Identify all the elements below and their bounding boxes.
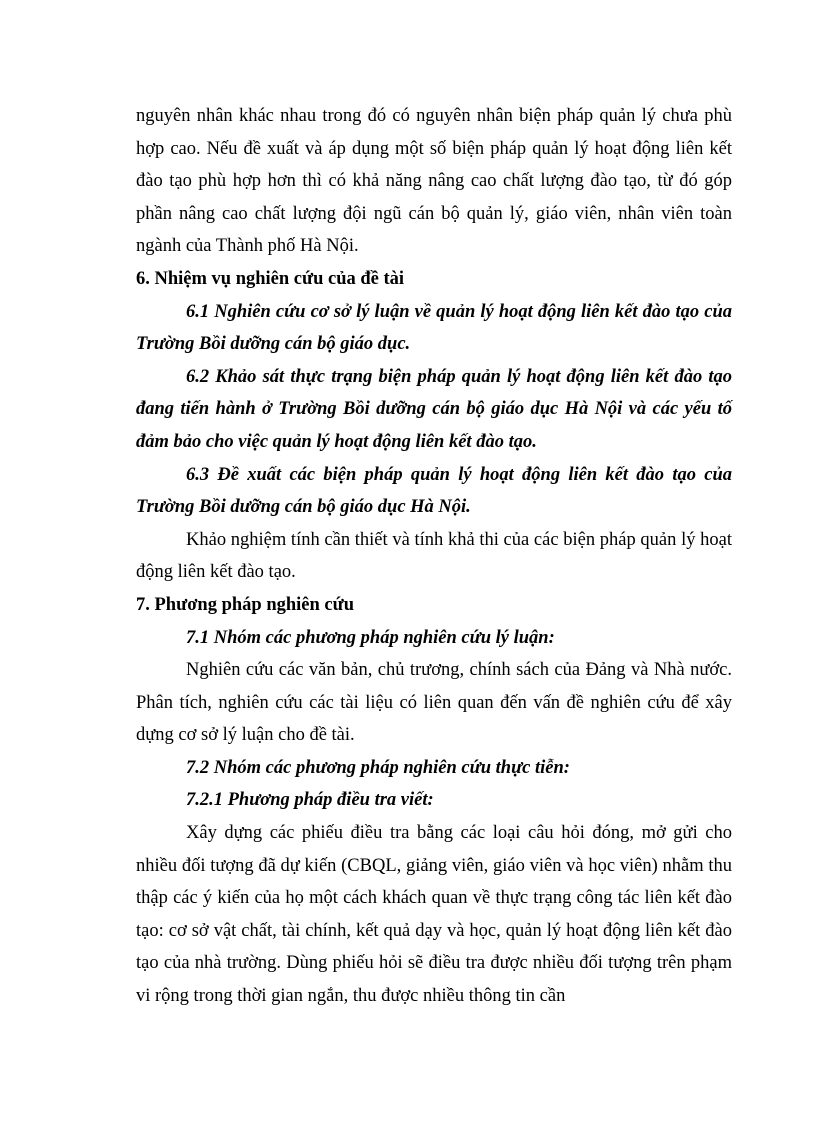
task-6-1: 6.1 Nghiên cứu cơ sở lý luận về quản lý hoạt động liên kết đào tạo của Trường Bồi dưỡng cán bộ giáo dục. [136, 301, 732, 355]
page-content [136, 100, 732, 1013]
subheading-7-2: 7.2 Nhóm các phương pháp nghiên cứu thực tiễn: [186, 757, 570, 778]
subheading-7-2-1: 7.2.1 Phương pháp điều tra viết: [186, 790, 434, 811]
subheading-7-1: 7.1 Nhóm các phương pháp nghiên cứu lý luận: [186, 627, 555, 648]
heading-section-7: 7. Phương pháp nghiên cứu [136, 594, 355, 615]
paragraph-theory-methods: Nghiên cứu các văn bản, chủ trương, chính sách của Đảng và Nhà nước. Phân tích, nghiên cứu các tài liệu có liên quan đến vấn đề nghiên cứu để xây dựng cơ sở lý luận cho đề tài. [136, 660, 732, 746]
paragraph-causes: nguyên nhân khác nhau trong đó có nguyên nhân biện pháp quản lý chưa phù hợp cao. Nếu đề xuất và áp dụng một số biện pháp quản lý hoạt động liên kết đào tạo phù hợp hơn thì có khả năng nâng cao chất lượng đào tạo, từ đó góp phần nâng cao chất lượng đội ngũ cán bộ quản lý, giáo viên, nhân viên toàn ngành của Thành phố Hà Nội. [136, 106, 732, 257]
paragraph-questionnaire: Xây dựng các phiếu điều tra bằng các loại câu hỏi đóng, mở gửi cho nhiều đối tượng đã dự kiến (CBQL, giảng viên, giáo viên và học viên) nhằm thu thập các ý kiến của họ một cách khách quan về thực trạng công tác liên kết đào tạo: cơ sở vật chất, tài chính, kết quả dạy và học, quản lý hoạt động liên kết đào tạo của nhà trường. Dùng phiếu hỏi sẽ điều tra được nhiều đối tượng trên phạm vi rộng trong thời gian ngắn, thu được nhiều thông tin cần [136, 823, 732, 1007]
task-6-2: 6.2 Khảo sát thực trạng biện pháp quản lý hoạt động liên kết đào tạo đang tiến hành ở Trường Bồi dưỡng cán bộ giáo dục Hà Nội và các yếu tố đảm bảo cho việc quản lý hoạt động liên kết đào tạo. [136, 366, 732, 452]
paragraph-survey-feasibility: Khảo nghiệm tính cần thiết và tính khả thi của các biện pháp quản lý hoạt động liên kết đào tạo. [136, 529, 732, 583]
heading-section-6: 6. Nhiệm vụ nghiên cứu của đề tài [136, 268, 405, 289]
task-6-3: 6.3 Đề xuất các biện pháp quản lý hoạt động liên kết đào tạo của Trường Bồi dưỡng cán bộ giáo dục Hà Nội. [136, 464, 732, 518]
